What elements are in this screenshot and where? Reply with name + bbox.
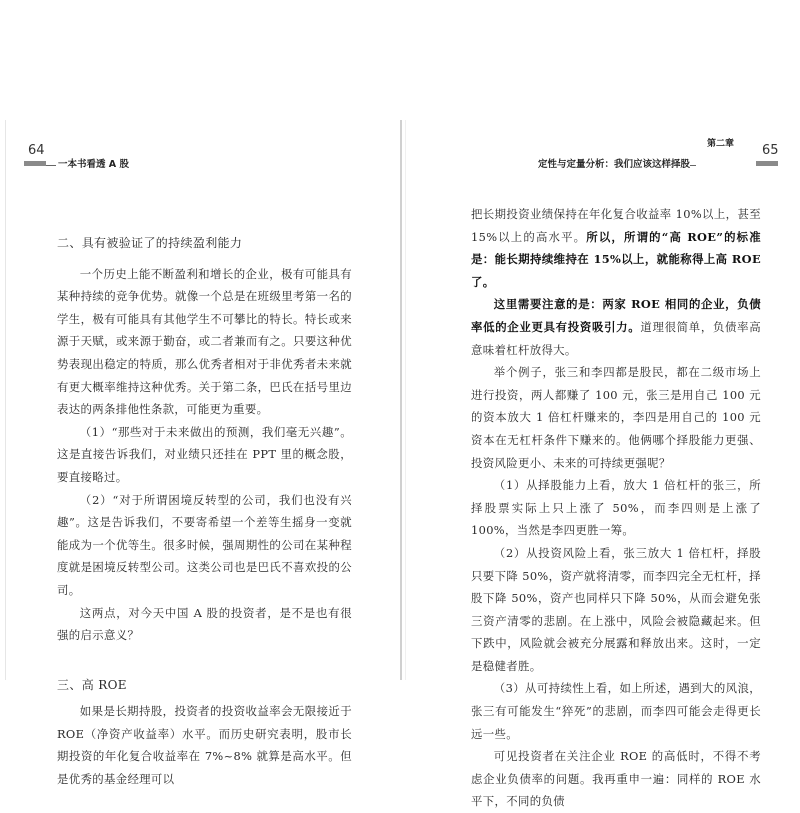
paragraph: 这两点，对今天中国 A 股的投资者，是不是也有很强的启示意义？	[57, 605, 352, 643]
page-edge-left	[5, 120, 6, 680]
paragraph	[471, 293, 761, 361]
paragraph: （2）从投资风险上看，张三放大 1 倍杠杆，择股只要下降 50%，资产就将清零，而李四完全无杠杆，择股下降 50%，资产也同样只下降 50%，从而会避免张三资产清零的悲剧。在上涨中，风险会被隐藏起来。但下跌中，风险就会被充分展露和释放出来。这时，一定是稳健者胜。	[471, 545, 761, 673]
running-title-left: 一本书看透 A 股	[58, 159, 129, 170]
page-number-right: 65	[762, 143, 779, 158]
page-number-left: 64	[28, 143, 45, 158]
header-bar-right	[756, 161, 778, 166]
book-spine-divider	[400, 120, 402, 680]
paragraph	[471, 203, 761, 293]
paragraph: （1）“那些对于未来做出的预测，我们毫无兴趣”。这是直接告诉我们，对业绩只还挂在 PPT 里的概念股，要直接略过。	[57, 424, 352, 484]
paragraph: （1）从择股能力上看，放大 1 倍杠杆的张三，所择股票实际上只上涨了 50%，而李四则是上涨了 100%，当然是李四更胜一筹。	[471, 478, 761, 538]
paragraph: 可见投资者在关注企业 ROE 的高低时，不得不考虑企业负债率的问题。我再重申一遍：同样的 ROE 水平下，不同的负债	[471, 749, 761, 809]
right-page-body	[471, 203, 761, 813]
paragraph: 如果是长期持股，投资者的投资收益率会无限接近于 ROE（净资产收益率）水平。而历史研究表明，股市长期投资的年化复合收益率在 7%~8% 就算是高水平。但是优秀的基金经理可以	[57, 704, 352, 787]
header-bar-left	[24, 161, 46, 166]
paragraph: （2）“对于所谓困境反转型的公司，我们也没有兴趣”。这是告诉我们，不要寄希望一个差等生摇身一变就能成为一个优等生。很多时候，强周期性的公司在某种程度就是困境反转型公司。这类公司也是巴氏不喜欢投的公司。	[57, 492, 352, 597]
paragraph: 一个历史上能不断盈利和增长的企业，极有可能具有某种持续的竞争优势。就像一个总是在班级里考第一名的学生，极有可能具有其他学生不可攀比的特长。特长或来源于天赋，或来源于勤奋，或二者兼而有之。只要这种优势表现出稳定的特质，那么优秀者相对于非优秀者未来就有更大概率维持这种优秀。关于第二条，巴氏在括号里边表达的两条排他性条款，可能更为重要。	[57, 266, 352, 417]
paragraph-text: 道理很简单，负债率高意味着杠杆放得大。	[471, 319, 761, 357]
left-page-body	[57, 232, 352, 791]
running-title-right: 定性与定量分析：我们应该这样择股	[537, 159, 690, 170]
book-spine-shadow	[405, 120, 406, 680]
header-rule-left	[46, 165, 56, 166]
chapter-label: 第二章	[706, 139, 734, 149]
emphasis-text: 所以，所谓的“高 ROE”的标准是：能长期持续维持在 15%以上，就能称得上高 ROE 了。	[471, 229, 761, 289]
emphasis-text: 这里需要注意的是：两家 ROE 相同的企业，负债率低的企业更具有投资吸引力。	[471, 297, 761, 334]
paragraph: 举个例子，张三和李四都是股民，都在二级市场上进行投资，两人都赚了 100 元，张三是用自己 100 元的资本放大 1 倍杠杆赚来的，李四是用自己的 100 元资本在无杠杆条件下赚来的。他俩哪个择股能力更强、投资风险更小、未来的可持续更强呢？	[471, 365, 761, 470]
paragraph: （3）从可持续性上看，如上所述，遇到大的风浪，张三有可能发生“猝死”的悲剧，而李四可能会走得更长远一些。	[471, 681, 761, 741]
section-heading: 三、高 ROE	[57, 677, 127, 692]
paragraph-text: 把长期投资业绩保持在年化复合收益率 10%以上，甚至 15%以上的高水平。	[471, 207, 761, 244]
header-rule-right	[690, 165, 696, 166]
section-heading: 二、具有被验证了的持续盈利能力	[57, 236, 243, 250]
